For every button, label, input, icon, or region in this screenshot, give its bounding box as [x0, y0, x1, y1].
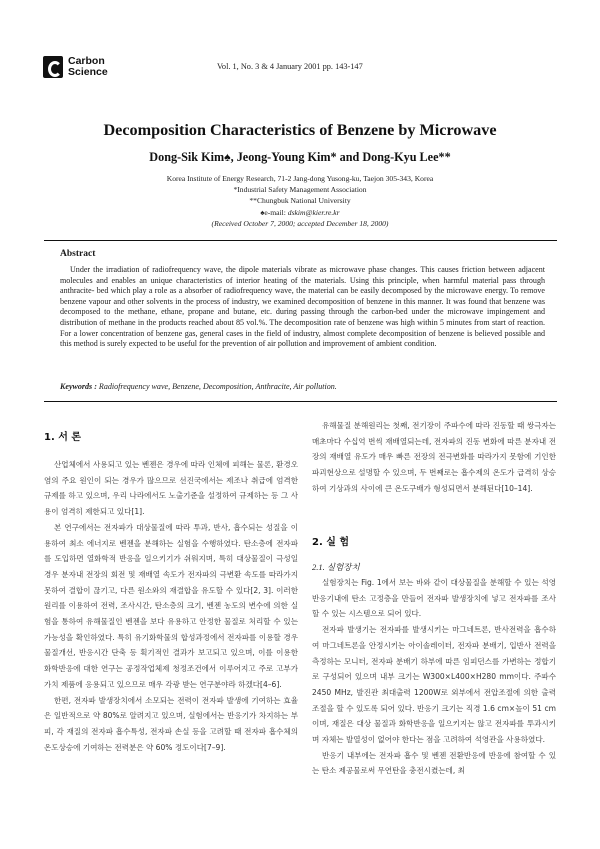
- keywords-list: Radiofrequency wave, Benzene, Decomposition, Anthracite, Air pollution.: [96, 382, 337, 391]
- email-line: [0, 207, 600, 218]
- email-link[interactable]: dskim@kier.re.kr: [287, 207, 340, 217]
- received-dates: (Received October 7, 2000; accepted December 18, 2000): [211, 218, 389, 228]
- keywords: [60, 382, 545, 391]
- affiliations: [0, 173, 600, 229]
- sec1-paragraph-1: 산업체에서 사용되고 있는 벤젠은 경우에 따라 인체에 피해는 물론, 환경오염의 주요 원인이 되는 경우가 많으므로 선진국에서는 제조나 취급에 엄격한 규제를 하고 있으며, 우리 나라에서도 노출기준을 설정하여 규제하는 등 그 사용이 엄격히 제한되고 있다[1].: [44, 460, 298, 517]
- sec2-paragraph-1: 실험장치는 Fig. 1에서 보는 바와 같이 대상물질을 분해할 수 있는 석영 반응기내에 탄소 고정층을 만들어 전자파 발생장치에 넣고 전자파를 조사할 수 있는 시스템으로 되어 있다.: [312, 578, 556, 619]
- carbon-science-logo-icon: [43, 56, 63, 78]
- sec2-paragraph-3: 반응기 내부에는 전자파 흡수 및 벤젠 전환반응에 반응에 참여할 수 있는 탄소 제공물로써 무연탄을 충전시켰는데, 최: [312, 750, 556, 776]
- sec1-paragraph-2: 본 연구에서는 전자파가 대상물질에 따라 투과, 반사, 흡수되는 성질을 이용하여 최소 에너지로 벤젠을 분해하는 실험을 수행하였다. 탄소층에 전자파를 도입하면 열화학적 반응을 일으키기가 쉬워지며, 특히 대상물질이 극성일 경우 분자내 전장의 회전 및 재배열 속도가 전자파의 극변환 속도를 따라가지 못하여 결합이 끊기고, 다른 원소와의 재결합을 유도할 수 있다[2, 3]. 이러한 원리를 이용하여 전력, 조사시간, 탄소층의 크기, 벤젠 농도의 변수에 의한 실험을 통하여 유해물질인 벤젠을 보다 유용하고 안정한 물질로 처리할 수 있는 가능성을 확인하였다. 특히 유기화학물의 합성과정에서 전자파를 이용할 경우 물질개선, 반응시간 단축 등 획기적인 결과가 보고되고 있으며, 이를 이용한 화학반응에 대한 연구는 공정작업체제 청정조건에서 이루어지고 주로 고부가가치 제품에 응용되고 있으므로 매우 각광 받는 연구분야라 하겠다[4–6].: [44, 522, 298, 689]
- abstract-bottom-rule: [44, 401, 557, 402]
- paper-title: Decomposition Characteristics of Benzene by Microwave: [103, 121, 497, 139]
- journal-info: Vol. 1, No. 3 & 4 January 2001 pp. 143-147: [217, 62, 363, 71]
- paper-authors: Dong-Sik Kim♠, Jeong-Young Kim* and Dong-Kyu Lee**: [149, 150, 451, 164]
- sec1-paragraph-3: 한편, 전자파 발생장치에서 소모되는 전력이 전자파 발생에 기여하는 효율은 일반적으로 약 80%로 알려지고 있으며, 실험에서는 반응기가 차지하는 부피, 각 재질의 전자파 흡수특성, 전자파 손실 등을 고려할 때 전자파 흡수체의 온도상승에 기여하는 전력분은 약 60% 정도이다[7–9].: [44, 695, 298, 752]
- section-1-heading: 1. 서 론: [44, 432, 82, 443]
- sec1-paragraph-4: 유해물질 분해원리는 첫째, 전기장이 주파수에 따라 진동할 때 쌍극자는 매초마다 수십억 번씩 재배열되는데, 전자파의 진동 변화에 따른 분자내 전장의 재배열 유도가 매우 빠른 전장의 전극변화를 따라가지 못함에 기인한 파괴현상으로 설명할 수 있으며, 두 번째로는 흡수제의 온도가 급격히 상승하여 기상과의 사이에 큰 온도구배가 형성되면서 분해된다[10–14].: [312, 421, 556, 493]
- logo-line-1: Carbon: [68, 55, 105, 67]
- sec2-paragraph-2: 전자파 발생기는 전자파를 발생시키는 마그네트론, 반사전력을 흡수하여 마그네트론을 안정시키는 아이솔레이터, 전자파 분배기, 입반사 전력을 측정하는 모니터, 전자파 분배기 하부에 따른 임피던스를 가변하는 정합기로 구성되어 있으며 내부 크기는 W300×L400×H280 mm이다. 주파수 2450 MHz, 발진관 최대출력 1200W로 외부에서 전압조절에 의한 출력 조절을 할 수 있도록 되어 있다. 반응기 크기는 직경 1.6 cm×높이 51 cm이며, 재질은 대상 물질과 화학반응을 일으키지는 않고 전자파를 투과시키며 자체는 발열성이 없어야 한다는 점을 고려하여 석영관을 사용하였다.: [312, 625, 556, 745]
- affiliation-1: Korea Institute of Energy Research, 71-2 Jang-dong Yusong-ku, Taejon 305-343, Korea: [166, 174, 434, 183]
- right-column-bottom: [312, 575, 556, 779]
- section-2-1-heading: 2.1. 실험장치: [312, 562, 360, 572]
- abstract-heading: Abstract: [60, 249, 96, 259]
- abstract-text: Under the irradiation of radiofrequency wave, the dipole materials vibrate as microwave phase changes. This causes friction between adjacent molecules and enables an unique characteristics of interior heating of the materials. Using this principle, when harmful material pass through anthracite- bed which play a role as a absorber of radiofrequency wave, the material can be easily decomposed by the microwave energy. To remove benzene vapour and other solvents in the process of industry, we examined decomposition of benzene in this manner. It was found that benzene was decomposed to the methane, ethane, propane and butane, etc. during passing through the carbon-bed under the microwave impingement and distribution of methane in the products reached about 85 vol.%. The decomposition rate of benzene was high within 5 minutes from start of reaction. For a lower concentration of benzene gas, general cases in the field of industry, almost complete decomposition of benzene is believed possible and this method is surely expected to be useful for the prevention of air pollution and improvement of ambient condition.: [60, 265, 545, 349]
- keywords-label: Keywords :: [60, 382, 97, 391]
- logo-line-2: Science: [68, 66, 108, 78]
- affiliation-2: *Industrial Safety Management Association: [233, 185, 367, 195]
- right-column-top: [312, 418, 556, 497]
- affiliation-3: **Chungbuk National University: [249, 196, 351, 206]
- journal-logo: [43, 56, 108, 78]
- section-2-heading: 2. 실 험: [312, 537, 350, 548]
- left-column: [44, 457, 298, 755]
- email-prefix: ♠e-mail:: [260, 207, 288, 217]
- abstract-top-rule: [44, 240, 557, 241]
- journal-name: [68, 56, 108, 78]
